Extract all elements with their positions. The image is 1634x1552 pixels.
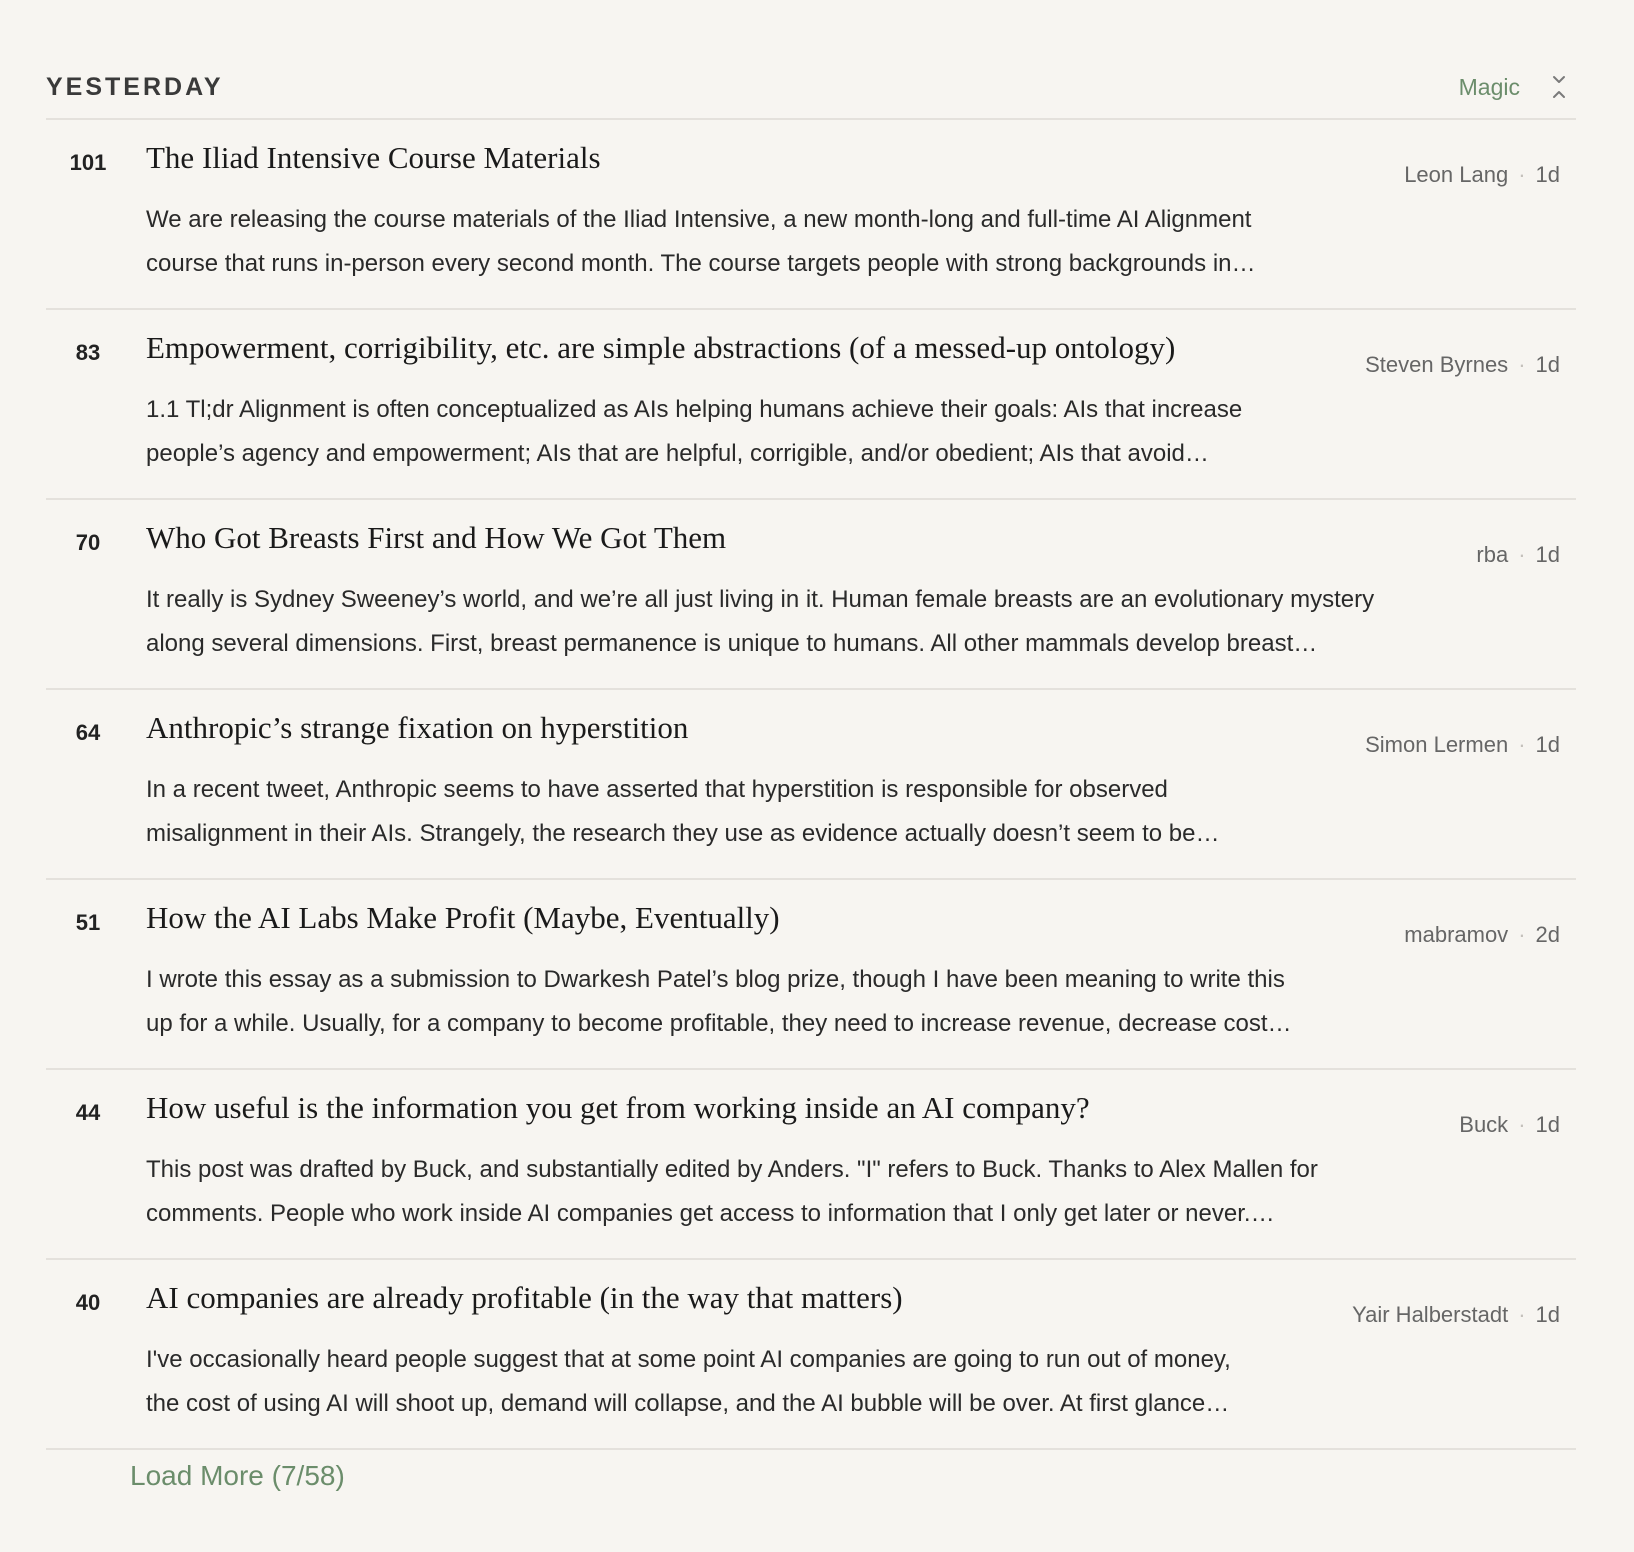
separator-dot: · — [1518, 1112, 1526, 1137]
post-meta — [1404, 162, 1560, 188]
post-item[interactable] — [46, 120, 1576, 310]
post-title[interactable]: How useful is the information you get from working inside an AI company? — [146, 1090, 1090, 1125]
post-age: 1d — [1535, 542, 1560, 567]
post-title[interactable]: Empowerment, corrigibility, etc. are simple abstractions (of a messed-up ontology) — [146, 330, 1176, 365]
post-excerpt[interactable] — [146, 198, 1476, 286]
excerpt-line: In a recent tweet, Anthropic seems to have asserted that hyperstition is responsible for observed — [146, 776, 1168, 803]
post-meta — [1365, 352, 1560, 378]
post-item[interactable] — [46, 880, 1576, 1070]
post-age: 1d — [1535, 162, 1560, 187]
karma-score: 70 — [75, 530, 101, 555]
excerpt-line: up for a while. Usually, for a company to become profitable, they need to increase revenue, decrease cost… — [146, 1010, 1292, 1037]
post-list — [46, 120, 1576, 1450]
post-meta — [1459, 1112, 1560, 1138]
post-age: 1d — [1535, 1302, 1560, 1327]
karma-score: 51 — [75, 910, 101, 935]
excerpt-line: I wrote this essay as a submission to Dwarkesh Patel’s blog prize, though I have been meaning to write this — [146, 966, 1285, 993]
excerpt-line: We are releasing the course materials of the Iliad Intensive, a new month-long and full-time AI Alignment — [146, 206, 1252, 233]
post-meta — [1365, 732, 1560, 758]
post-author[interactable]: Yair Halberstadt — [1352, 1302, 1509, 1327]
post-item[interactable] — [46, 310, 1576, 500]
excerpt-line: comments. People who work inside AI companies get access to information that I only get later or never.… — [146, 1200, 1275, 1227]
post-title[interactable]: Anthropic’s strange fixation on hyperstition — [146, 710, 689, 745]
karma-score: 83 — [75, 340, 101, 365]
post-excerpt[interactable] — [146, 578, 1476, 666]
separator-dot: · — [1518, 162, 1526, 187]
post-item[interactable] — [46, 500, 1576, 690]
karma-score: 44 — [75, 1100, 101, 1125]
post-excerpt[interactable] — [146, 1338, 1476, 1426]
post-meta — [1404, 922, 1560, 948]
post-item[interactable] — [46, 1260, 1576, 1450]
separator-dot: · — [1518, 1302, 1526, 1327]
karma-score: 64 — [75, 720, 101, 745]
post-meta — [1352, 1302, 1560, 1328]
post-meta — [1476, 542, 1560, 568]
load-more-button[interactable]: Load More (7/58) — [130, 1460, 345, 1491]
section-header — [46, 60, 1576, 120]
post-age: 2d — [1535, 922, 1560, 947]
separator-dot: · — [1518, 542, 1526, 567]
post-author[interactable]: mabramov — [1404, 922, 1509, 947]
post-age: 1d — [1535, 1112, 1560, 1137]
sort-mode-button[interactable]: Magic — [1458, 74, 1520, 100]
post-author[interactable]: Simon Lermen — [1365, 732, 1509, 757]
post-author[interactable]: Buck — [1459, 1112, 1509, 1137]
chevrons-collapse-icon[interactable] — [1550, 74, 1568, 100]
karma-score: 40 — [75, 1290, 101, 1315]
excerpt-line: course that runs in-person every second month. The course targets people with strong backgrounds in… — [146, 250, 1256, 277]
post-age: 1d — [1535, 732, 1560, 757]
post-item[interactable] — [46, 1070, 1576, 1260]
separator-dot: · — [1518, 352, 1526, 377]
separator-dot: · — [1518, 732, 1526, 757]
post-author[interactable]: Steven Byrnes — [1365, 352, 1509, 377]
post-excerpt[interactable] — [146, 388, 1476, 476]
excerpt-line: along several dimensions. First, breast permanence is unique to humans. All other mammals develop breast… — [146, 630, 1318, 657]
post-excerpt[interactable] — [146, 768, 1476, 856]
post-title[interactable]: The Iliad Intensive Course Materials — [146, 140, 601, 175]
post-title[interactable]: AI companies are already profitable (in the way that matters) — [146, 1280, 903, 1315]
post-item[interactable] — [46, 690, 1576, 880]
karma-score: 101 — [69, 150, 107, 175]
post-author[interactable]: Leon Lang — [1404, 162, 1509, 187]
post-age: 1d — [1535, 352, 1560, 377]
excerpt-line: the cost of using AI will shoot up, demand will collapse, and the AI bubble will be over. At first glance… — [146, 1390, 1230, 1417]
post-excerpt[interactable] — [146, 958, 1476, 1046]
excerpt-line: This post was drafted by Buck, and substantially edited by Anders. "I" refers to Buck. Thanks to Alex Mallen for — [146, 1156, 1318, 1183]
section-title: YESTERDAY — [46, 73, 224, 101]
excerpt-line: misalignment in their AIs. Strangely, the research they use as evidence actually doesn’t seem to be… — [146, 820, 1220, 847]
excerpt-line: I've occasionally heard people suggest that at some point AI companies are going to run out of money, — [146, 1346, 1231, 1373]
post-author[interactable]: rba — [1476, 542, 1509, 567]
post-title[interactable]: Who Got Breasts First and How We Got Them — [146, 520, 727, 555]
excerpt-line: It really is Sydney Sweeney’s world, and we’re all just living in it. Human female breasts are an evolutionary mystery — [146, 586, 1375, 613]
excerpt-line: 1.1 Tl;dr Alignment is often conceptualized as AIs helping humans achieve their goals: AIs that increase — [146, 396, 1243, 423]
post-excerpt[interactable] — [146, 1148, 1476, 1236]
excerpt-line: people’s agency and empowerment; AIs that are helpful, corrigible, and/or obedient; AIs that avoid… — [146, 440, 1209, 467]
post-title[interactable]: How the AI Labs Make Profit (Maybe, Eventually) — [146, 900, 780, 935]
separator-dot: · — [1518, 922, 1526, 947]
